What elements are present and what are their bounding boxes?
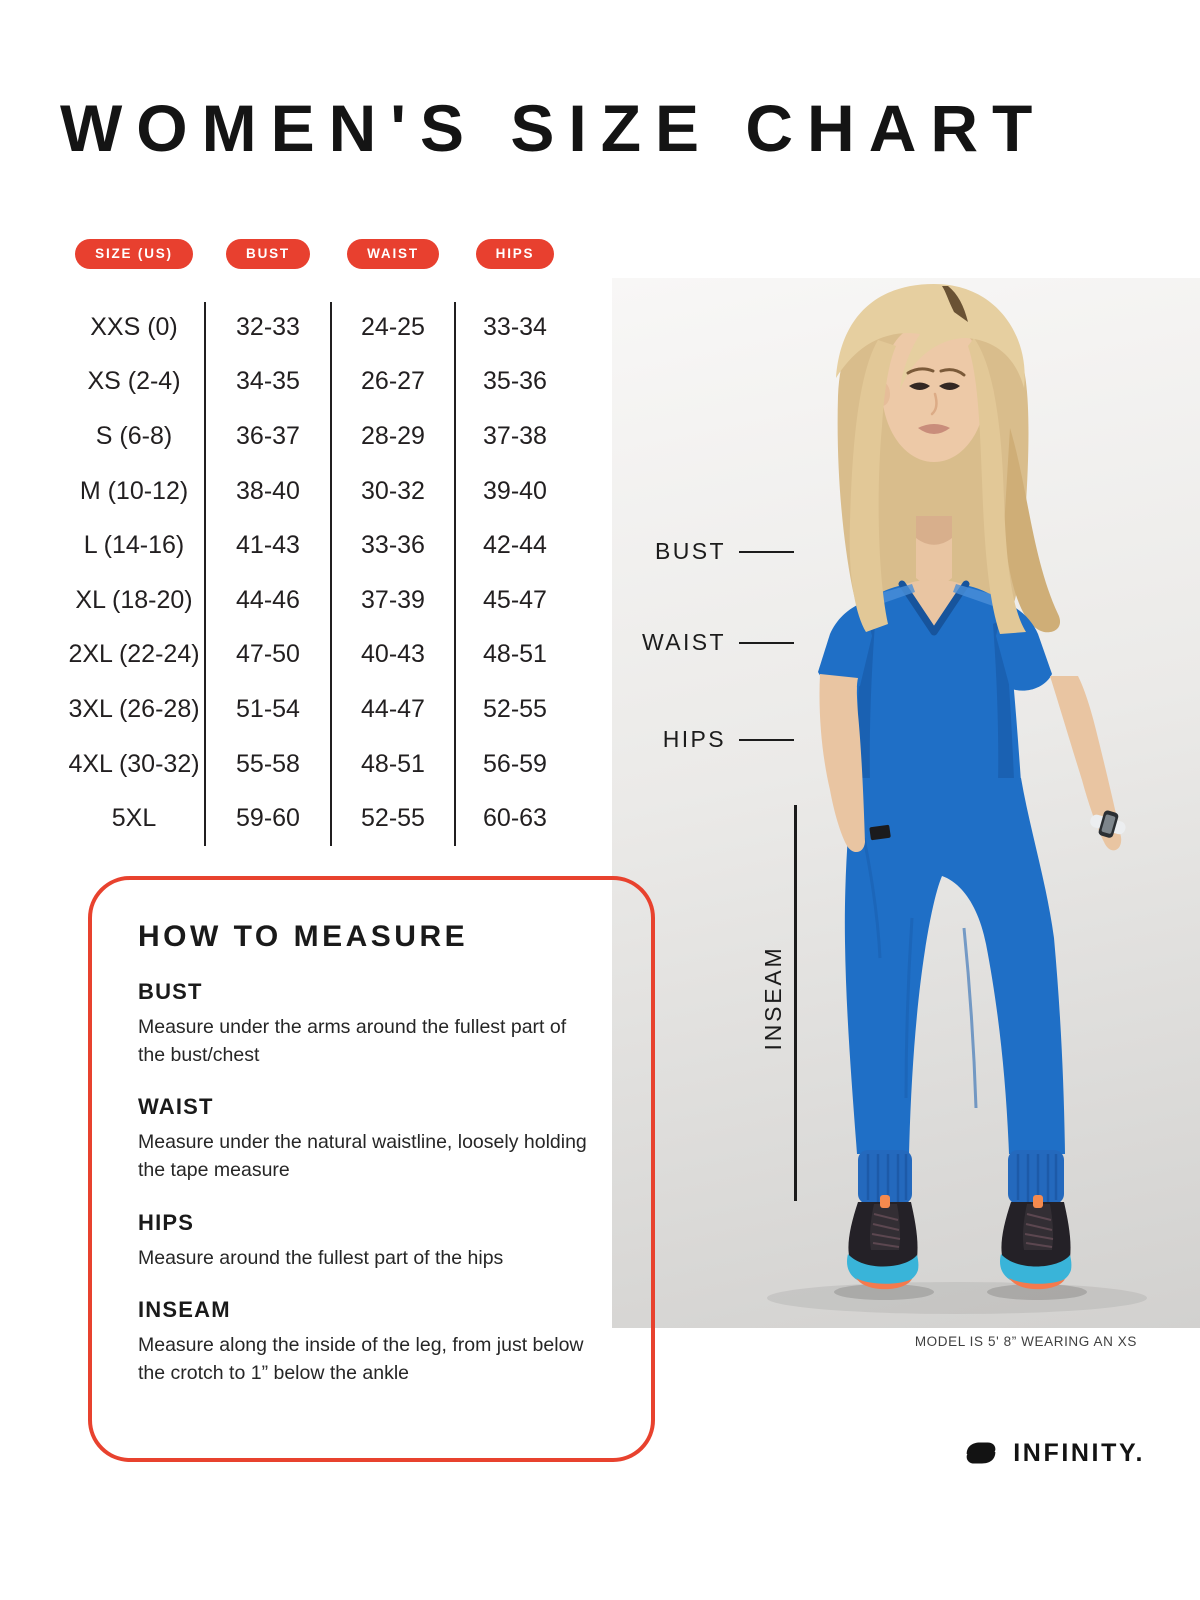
hips-callout-line <box>739 739 794 741</box>
table-header-row <box>63 238 575 270</box>
inseam-callout-line <box>794 805 797 1201</box>
bust-cell: 41-43 <box>236 531 300 560</box>
hips-cell: 56-59 <box>483 749 547 778</box>
size-table <box>63 238 575 846</box>
size-cell: XS (2-4) <box>87 367 181 396</box>
hips-cell: 52-55 <box>483 694 547 723</box>
column-header-size: SIZE (US) <box>75 239 193 269</box>
measure-section-inseam: INSEAM Measure along the inside of the leg, from just below the crotch to 1” below the ankle <box>138 1297 584 1385</box>
hips-cell: 60-63 <box>483 804 547 833</box>
waist-cell: 52-55 <box>361 804 425 833</box>
hips-callout <box>626 726 794 753</box>
bust-cell: 44-46 <box>236 585 300 614</box>
hips-cell: 42-44 <box>483 531 547 560</box>
hips-callout-label: HIPS <box>662 726 726 752</box>
column-header-waist: WAIST <box>347 239 439 269</box>
page-title: WOMEN'S SIZE CHART <box>60 91 1047 165</box>
hips-cell: 39-40 <box>483 476 547 505</box>
table-row <box>63 791 575 846</box>
brand-wordmark: INFINITY. <box>1013 1438 1145 1467</box>
bust-cell: 34-35 <box>236 367 300 396</box>
column-divider <box>204 302 206 846</box>
size-cell: S (6-8) <box>95 421 173 450</box>
bust-callout-label: BUST <box>655 538 726 564</box>
table-row <box>63 737 575 792</box>
table-row <box>63 518 575 573</box>
size-cell: L (14-16) <box>83 531 185 560</box>
waist-callout-label: WAIST <box>642 629 726 655</box>
inseam-callout-label: INSEAM <box>760 945 786 1051</box>
pants-logo-tag <box>869 825 891 841</box>
hips-cell: 45-47 <box>483 585 547 614</box>
measure-section-waist: WAIST Measure under the natural waistline, loosely holding the tape measure <box>138 1094 587 1182</box>
waist-callout <box>626 629 794 656</box>
hips-cell: 33-34 <box>483 312 547 341</box>
bust-cell: 47-50 <box>236 640 300 669</box>
table-row <box>63 628 575 683</box>
table-row <box>63 409 575 464</box>
size-cell: XL (18-20) <box>75 585 193 614</box>
waist-cell: 37-39 <box>361 585 425 614</box>
table-row <box>63 464 575 519</box>
bust-cell: 38-40 <box>236 476 300 505</box>
waist-cell: 44-47 <box>361 694 425 723</box>
brand-logo <box>959 1438 1145 1468</box>
hips-cell: 37-38 <box>483 421 547 450</box>
table-row <box>63 300 575 355</box>
size-cell: 3XL (26-28) <box>68 694 200 723</box>
table-row <box>63 682 575 737</box>
waist-cell: 30-32 <box>361 476 425 505</box>
size-cell: 2XL (22-24) <box>68 640 200 669</box>
column-divider <box>454 302 456 846</box>
size-cell: M (10-12) <box>79 476 189 505</box>
bust-callout-line <box>739 551 794 553</box>
hips-cell: 35-36 <box>483 367 547 396</box>
waist-cell: 26-27 <box>361 367 425 396</box>
bust-cell: 36-37 <box>236 421 300 450</box>
waist-cell: 28-29 <box>361 421 425 450</box>
table-row <box>63 573 575 628</box>
how-to-measure-heading: HOW TO MEASURE <box>138 920 469 953</box>
bust-cell: 51-54 <box>236 694 300 723</box>
size-cell: 5XL <box>111 804 157 833</box>
waist-cell: 48-51 <box>361 749 425 778</box>
model-photo-area <box>612 278 1200 1328</box>
column-header-bust: BUST <box>226 239 310 269</box>
floor-shadow <box>767 1282 1147 1314</box>
model-illustration <box>612 278 1200 1328</box>
how-to-measure-box <box>88 876 655 1462</box>
size-cell: 4XL (30-32) <box>68 749 200 778</box>
measure-section-hips: HIPS Measure around the fullest part of the hips <box>138 1209 504 1269</box>
waist-cell: 40-43 <box>361 640 425 669</box>
bust-cell: 59-60 <box>236 804 300 833</box>
waist-callout-line <box>739 642 794 644</box>
waist-cell: 24-25 <box>361 312 425 341</box>
column-header-hips: HIPS <box>476 239 555 269</box>
infinity-logo-icon <box>959 1438 1003 1468</box>
table-body <box>63 300 575 846</box>
model-caption: MODEL IS 5' 8” WEARING AN XS <box>914 1334 1137 1349</box>
bust-callout <box>626 538 794 565</box>
size-cell: XXS (0) <box>90 312 178 341</box>
table-row <box>63 355 575 410</box>
column-divider <box>330 302 332 846</box>
hips-cell: 48-51 <box>483 640 547 669</box>
bust-cell: 55-58 <box>236 749 300 778</box>
measure-section-bust: BUST Measure under the arms around the fullest part of the bust/chest <box>138 979 567 1066</box>
waist-cell: 33-36 <box>361 531 425 560</box>
bust-cell: 32-33 <box>236 312 300 341</box>
